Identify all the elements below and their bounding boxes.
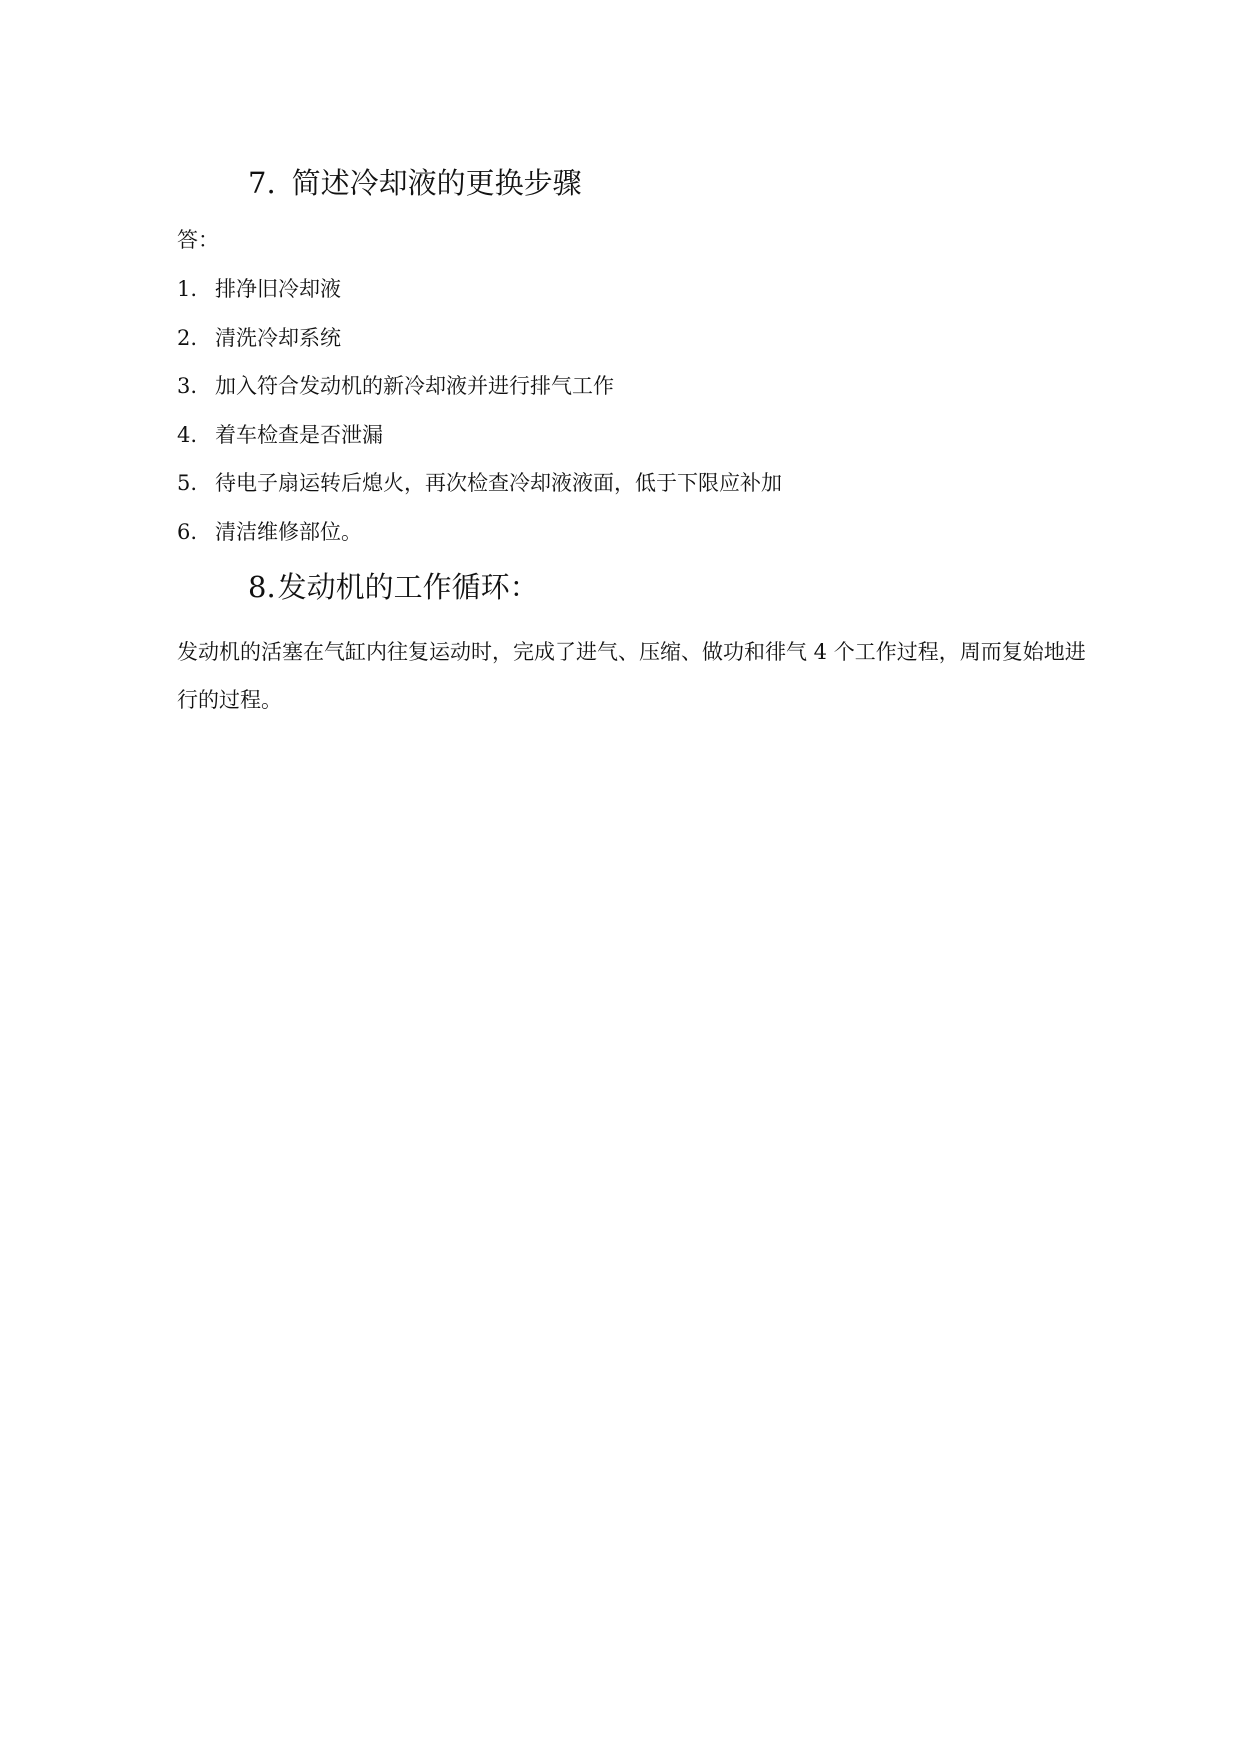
section-7-number: 7. [248, 166, 276, 200]
step-text: 清洗冷却系统 [215, 325, 341, 350]
step-number: 4. [177, 422, 198, 447]
step-text: 待电子扇运转后熄火，再次检查冷却液液面，低于下限应补加 [215, 471, 782, 496]
list-item [177, 274, 782, 323]
engine-cycle-paragraph: 发动机的活塞在气缸内往复运动时，完成了进气、压缩、做功和徘气 4 个工作过程，周而复始地进行的过程。 [177, 640, 1086, 712]
step-text: 清洁维修部位。 [215, 519, 362, 544]
step-text: 加入符合发动机的新冷却液并进行排气工作 [215, 374, 614, 399]
answer-label: 答： [177, 228, 219, 252]
section-8-heading [248, 567, 539, 607]
step-number: 3. [177, 374, 198, 399]
cooling-steps-list [177, 274, 782, 566]
list-item [177, 517, 782, 566]
section-7-heading [248, 163, 582, 203]
list-item [177, 323, 782, 372]
section-7-title: 简述冷却液的更换步骤 [291, 166, 582, 200]
step-number: 5. [177, 471, 198, 496]
list-item [177, 371, 782, 420]
list-item [177, 420, 782, 469]
step-number: 1. [177, 277, 198, 301]
step-text: 着车检查是否泄漏 [215, 422, 383, 447]
section-8-number: 8. [248, 570, 276, 604]
list-item [177, 468, 782, 517]
step-number: 2. [177, 325, 198, 350]
section-8-title: 发动机的工作循环： [277, 570, 539, 604]
step-text: 排净旧冷却液 [215, 277, 341, 301]
step-number: 6. [177, 519, 198, 544]
